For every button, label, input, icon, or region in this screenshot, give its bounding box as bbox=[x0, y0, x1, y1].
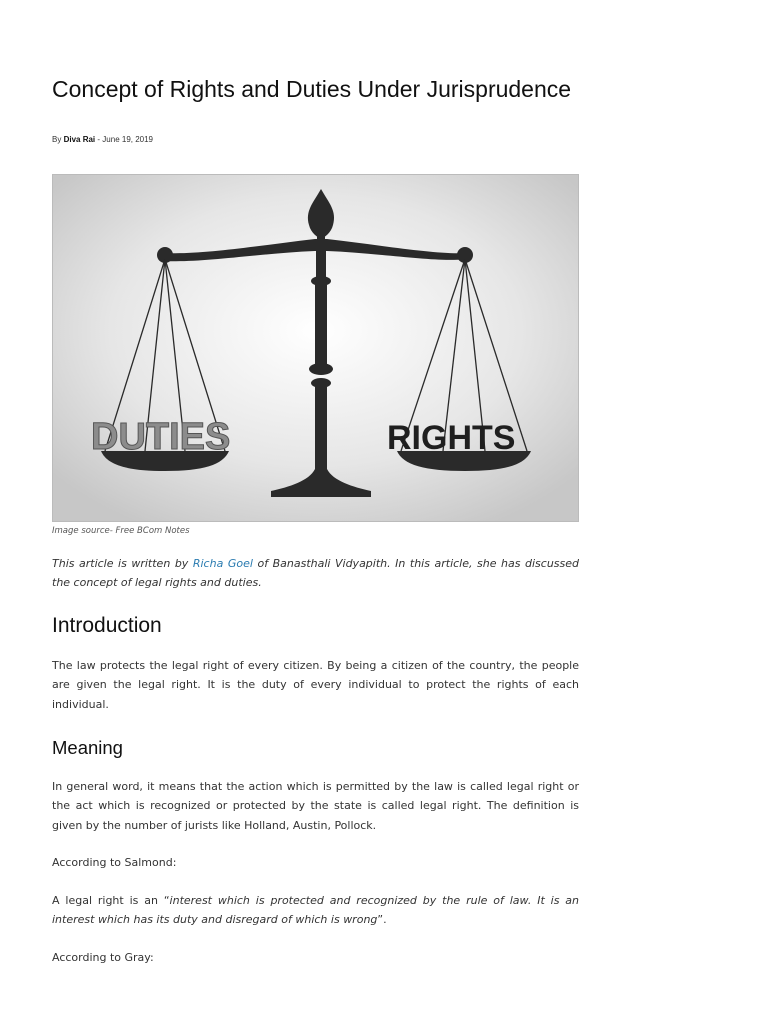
duties-label: DUTIES bbox=[91, 416, 231, 458]
introduction-paragraph: The law protects the legal right of every citizen. By being a citizen of the country, the people are given the legal right. It is the duty of every individual to protect the rights of each individual. bbox=[52, 659, 579, 711]
author-note bbox=[52, 554, 579, 593]
byline-by: By bbox=[52, 135, 62, 144]
scales-illustration bbox=[53, 175, 578, 521]
section-heading-meaning: Meaning bbox=[52, 737, 123, 758]
article-title: Concept of Rights and Duties Under Jurisprudence bbox=[52, 76, 572, 102]
byline-date: June 19, 2019 bbox=[102, 135, 154, 144]
byline-separator: - bbox=[97, 135, 101, 144]
meaning-paragraph: In general word, it means that the action which is permitted by the law is called legal right or the act which is recognized or protected by the state is called legal right. The definition is given by the number of jurists like Holland, Austin, Pollock. bbox=[52, 780, 579, 832]
gray-label: According to Gray: bbox=[52, 951, 154, 964]
quote-text: interest which is protected and recognized by the rule of law. It is an interest which has its duty and disregard of which is wrong bbox=[52, 894, 580, 927]
salmond-quote bbox=[52, 891, 579, 930]
featured-image bbox=[52, 174, 579, 522]
rights-label: RIGHTS bbox=[387, 419, 516, 457]
author-note-before: This article is written by bbox=[52, 557, 193, 570]
byline-author-link[interactable]: Diva Rai bbox=[63, 135, 96, 144]
image-caption: Image source- Free BCom Notes bbox=[52, 526, 190, 536]
salmond-label: According to Salmond: bbox=[52, 856, 177, 869]
author-link[interactable]: Richa Goel bbox=[192, 557, 253, 570]
byline bbox=[52, 135, 153, 144]
section-heading-introduction: Introduction bbox=[52, 614, 162, 637]
quote-before: A legal right is an “ bbox=[52, 894, 170, 907]
quote-after: ”. bbox=[377, 913, 387, 927]
author-note-after: of Banasthali Vidyapith. In this article, she has discussed the concept of legal rights and duties. bbox=[52, 557, 580, 590]
